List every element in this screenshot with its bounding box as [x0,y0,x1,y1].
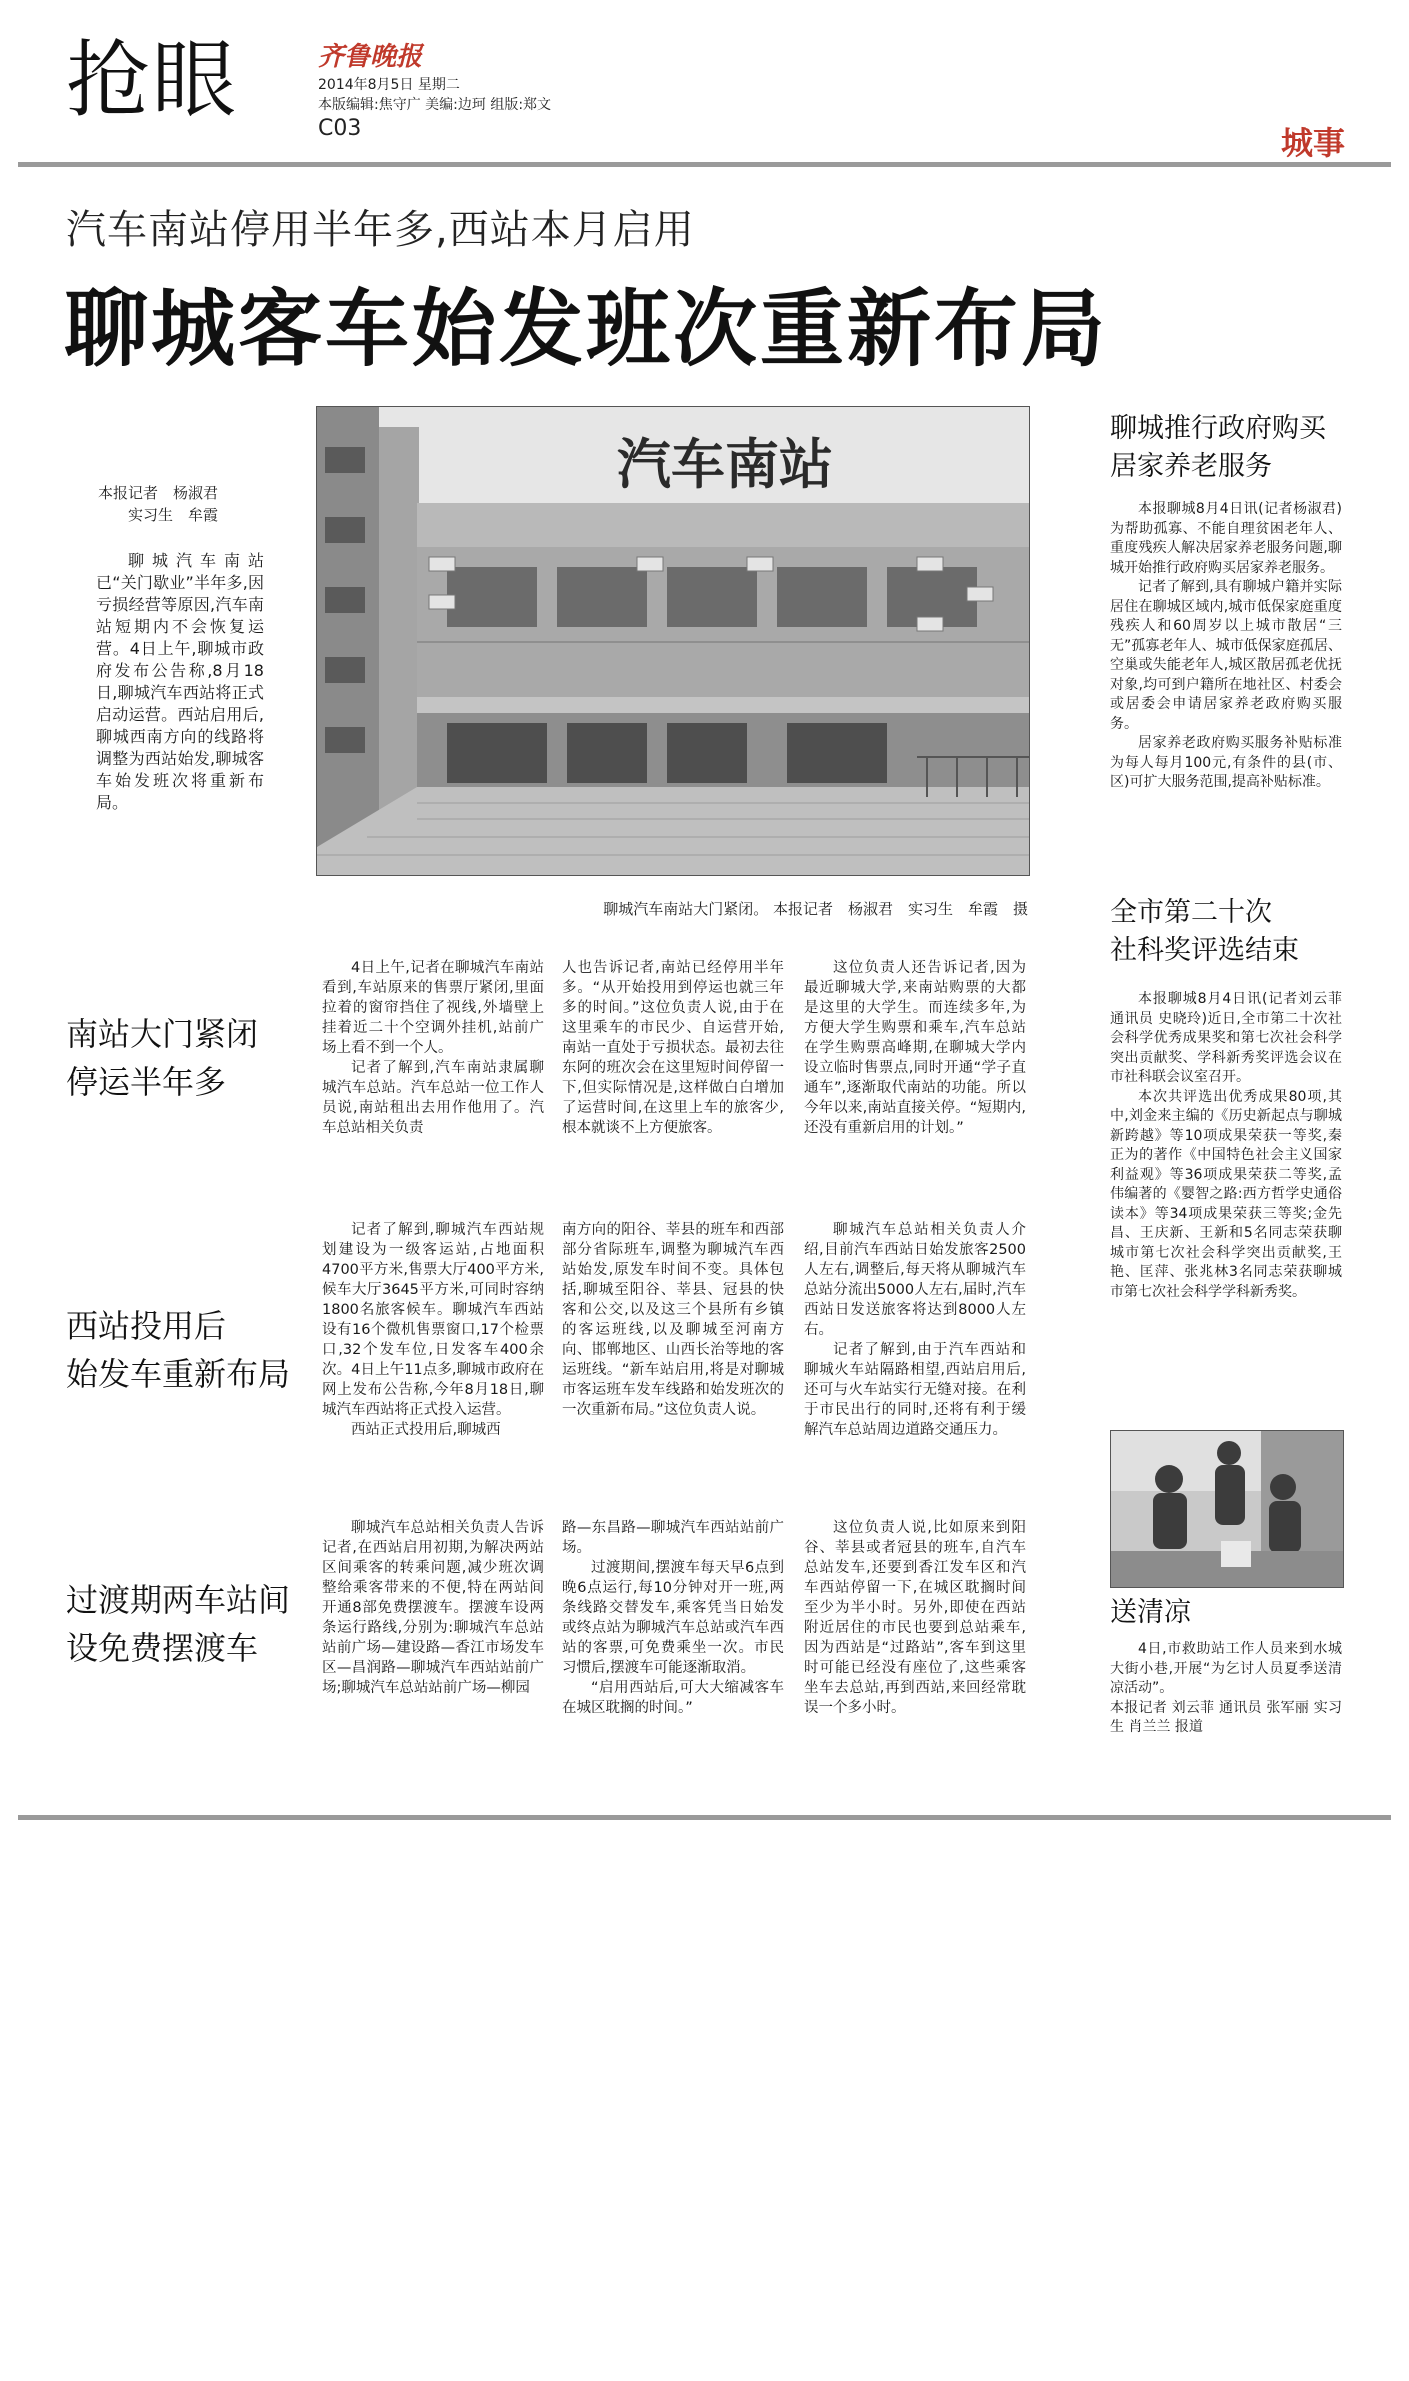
paragraph: 本报聊城8月4日讯(记者刘云菲 通讯员 史晓玲)近日,全市第二十次社会科学优秀成果奖和第七次社会科学突出贡献奖、学科新秀奖评选会议在市社科联会议室召开。 [1110,991,1342,1085]
article-headline: 聊城客车始发班次重新布局 [64,280,1109,378]
section-tag: 城事 [1280,124,1345,162]
paragraph: 4日上午,记者在聊城汽车南站看到,车站原来的售票厅紧闭,里面拉着的窗帘挡住了视线,外墙壁上挂着近二十个空调外挂机,站前广场上看不到一个人。 [322,960,544,1056]
paragraph: 本报记者 刘云菲 通讯员 张军丽 实习生 肖兰兰 报道 [1110,1699,1342,1735]
section-heading-1 [66,1010,258,1106]
relief-photo [1110,1430,1344,1588]
paragraph: 人也告诉记者,南站已经停用半年多。“从开始投用到停运也就三年多的时间。”这位负责人说,由于在这里乘车的市民少、自运营开始,南站一直处于亏损状态。最初去往东阿的班次会在这里短时间停留一下,但实际情况是,这样做白白增加了运营时间,在这里上车的旅客少,根本就谈不上方便旅客。 [562,960,784,1136]
paragraph: 西站正式投用后,聊城西 [351,1422,501,1438]
right-item-2-body [1110,990,1342,1302]
photo-caption: 聊城汽车南站大门紧闭。 本报记者 杨淑君 实习生 牟霞 摄 [603,900,1028,918]
right-title-line: 社科奖评选结束 [1110,935,1299,966]
article-subhead: 汽车南站停用半年多,西站本月启用 [66,207,695,253]
section-3-col-3 [804,1518,1026,1718]
paragraph: 过渡期间,摆渡车每天早6点到晚6点运行,每10分钟对开一班,两条线路交替发车,乘客凭当日始发或终点站为聊城汽车总站或汽车西站的客票,可免费乘坐一次。市民习惯后,摆渡车可能逐渐取消。 [562,1560,784,1676]
right-item-3-body [1110,1640,1342,1738]
paragraph: 本报聊城8月4日讯(记者杨淑君)为帮助孤寡、不能自理贫困老年人、重度残疾人解决居家养老服务问题,聊城开始推行政府购买居家养老服务。 [1110,501,1342,576]
paragraph: 记者了解到,汽车南站隶属聊城汽车总站。汽车总站一位工作人员说,南站租出去用作他用了。汽车总站相关负责 [322,1060,544,1136]
section-1-col-2 [562,958,784,1138]
paragraph: 南方向的阳谷、莘县的班车和西部部分省际班车,调整为聊城汽车西站始发,原发车时间不变。具体包括,聊城至阳谷、莘县、冠县的快客和公交,以及这三个县所有乡镇的客运班线,以及聊城至河南方向、邯郸地区、山西长治等地的客运班线。“新车站启用,将是对聊城市客运班车发车线路和始发班次的一次重新布局。”这位负责人说。 [562,1222,784,1418]
section-2-col-2 [562,1220,784,1420]
article-byline [98,482,218,526]
right-title-line: 全市第二十次 [1110,897,1272,928]
section-title: 抢眼 [66,31,239,129]
paragraph: 4日,市救助站工作人员来到水城大街小巷,开展“为乞讨人员夏季送清凉活动”。 [1110,1641,1342,1696]
top-rule [18,162,1391,167]
paragraph: 聊城汽车总站相关负责人介绍,目前汽车西站日始发旅客2500人左右,调整后,每天将从聊城汽车总站分流出5000人左右,届时,汽车西站日发送旅客将达到8000人左右。 [804,1222,1026,1338]
paragraph: 记者了解到,具有聊城户籍并实际居住在聊城区域内,城市低保家庭重度残疾人和60周岁以上城市散居“三无”孤寡老年人、城市低保家庭孤居、空巢或失能老年人,城区散居孤老优抚对象,均可到户籍所在地社区、村委会或居委会申请居家养老政府购买服务。 [1110,579,1342,732]
right-title-line: 送清凉 [1110,1597,1191,1628]
paragraph: 记者了解到,聊城汽车西站规划建设为一级客运站,占地面积4700平方米,售票大厅400平方米,候车大厅3645平方米,可同时容纳1800名旅客候车。聊城汽车西站设有16个微机售票窗口,17个检票口,32个发车位,日发客车400余次。4日上午11点多,聊城市政府在网上发布公告称,今年8月18日,聊城汽车西站将正式投入运营。 [322,1222,544,1418]
section-heading-line: 南站大门紧闭 [66,1015,259,1053]
paragraph: 记者了解到,由于汽车西站和聊城火车站隔路相望,西站启用后,还可与火车站实行无缝对接。在利于市民出行的同时,还将有利于缓解汽车总站周边道路交通压力。 [804,1342,1026,1438]
section-2-col-3 [804,1220,1026,1440]
paragraph: 聊城汽车总站相关负责人告诉记者,在西站启用初期,为解决两站区间乘客的转乘问题,减少班次调整给乘客带来的不便,特在两站间开通8部免费摆渡车。摆渡车设两条运行路线,分别为:聊城汽车总站站前广场—建设路—香江市场发车区—昌润路—聊城汽车西站站前广场;聊城汽车总站站前广场—柳园 [322,1520,544,1696]
section-heading-line: 停运半年多 [66,1063,227,1101]
paragraph: 这位负责人还告诉记者,因为最近聊城大学,来南站购票的大都是这里的大学生。而连续多年,为方便大学生购票和乘车,汽车总站在学生购票高峰期,在聊城大学内设立临时售票点,同时开通“学子直通车”,逐渐取代南站的功能。所以今年以来,南站直接关停。“短期内,还没有重新启用的计划。” [804,960,1026,1136]
bottom-rule [18,1815,1391,1820]
right-item-3-title [1110,1594,1191,1632]
section-heading-3 [66,1576,290,1672]
section-heading-2 [66,1302,290,1398]
editor-line: 本版编辑:焦守广 美编:边珂 组版:郑文 [318,97,552,113]
section-2-col-1 [322,1220,544,1440]
section-3-col-1 [322,1518,544,1698]
right-item-1-body [1110,500,1342,793]
section-heading-line: 西站投用后 [66,1307,227,1345]
paragraph: 路—东昌路—聊城汽车西站站前广场。 [562,1520,784,1556]
article-lead: 聊城汽车南站已“关门歇业”半年多,因亏损经营等原因,汽车南站短期内不会恢复运营。4日上午,聊城市政府发布公告称,8月18日,聊城汽车西站将正式启动运营。西站启用后,聊城西南方向的线路将调整为西站始发,聊城客车始发班次将重新布局。 [96,551,264,812]
byline-reporter: 本报记者 杨淑君 [98,484,219,502]
paragraph: 这位负责人说,比如原来到阳谷、莘县或者冠县的班车,自汽车总站发车,还要到香江发车区和汽车西站停留一下,在城区耽搁时间至少为半小时。另外,即使在西站附近居住的市民也要到总站乘车,因为西站是“过路站”,客车到这里时可能已经没有座位了,这些乘客坐车去总站,再到西站,来回经常耽误一个多小时。 [804,1520,1026,1716]
right-title-line: 居家养老服务 [1110,451,1272,482]
section-heading-line: 过渡期两车站间 [66,1581,291,1619]
roof-sign: 汽车南站 [617,433,833,496]
section-heading-line: 设免费摆渡车 [66,1629,259,1667]
section-1-col-3 [804,958,1026,1138]
paragraph: “启用西站后,可大大缩减客车在城区耽搁的时间。” [562,1680,784,1716]
right-item-1-title [1110,410,1326,486]
paragraph: 居家养老政府购买服务补贴标准为每人每月100元,有条件的县(市、区)可扩大服务范围,提高补贴标准。 [1110,735,1342,790]
section-heading-line: 始发车重新布局 [66,1355,291,1393]
section-3-col-2 [562,1518,784,1718]
byline-intern: 实习生 牟霞 [128,506,219,524]
paragraph: 本次共评选出优秀成果80项,其中,刘金来主编的《历史新起点与聊城新跨越》等10项成果荣获一等奖,秦正为的著作《中国特色社会主义国家利益观》等36项成果荣获二等奖,孟伟编著的《婴智之路:西方哲学史通俗读本》等34项成果荣获三等奖;金先昌、王庆新、王新和5名同志荣获聊城市第七次社会科学突出贡献奖,王艳、匡萍、张兆林3名同志荣获聊城市第七次社会科学学科新秀奖。 [1110,1088,1342,1300]
date-line: 2014年8月5日 星期二 [318,77,460,93]
page-number: C03 [318,116,362,141]
relief-illustration [1111,1431,1343,1587]
right-title-line: 聊城推行政府购买 [1110,413,1326,444]
section-1-col-1 [322,958,544,1138]
bus-station-illustration [317,407,1029,875]
right-item-2-title [1110,894,1299,970]
masthead-logo: 齐鲁晚报 [318,42,423,72]
bus-station-photo [316,406,1030,876]
